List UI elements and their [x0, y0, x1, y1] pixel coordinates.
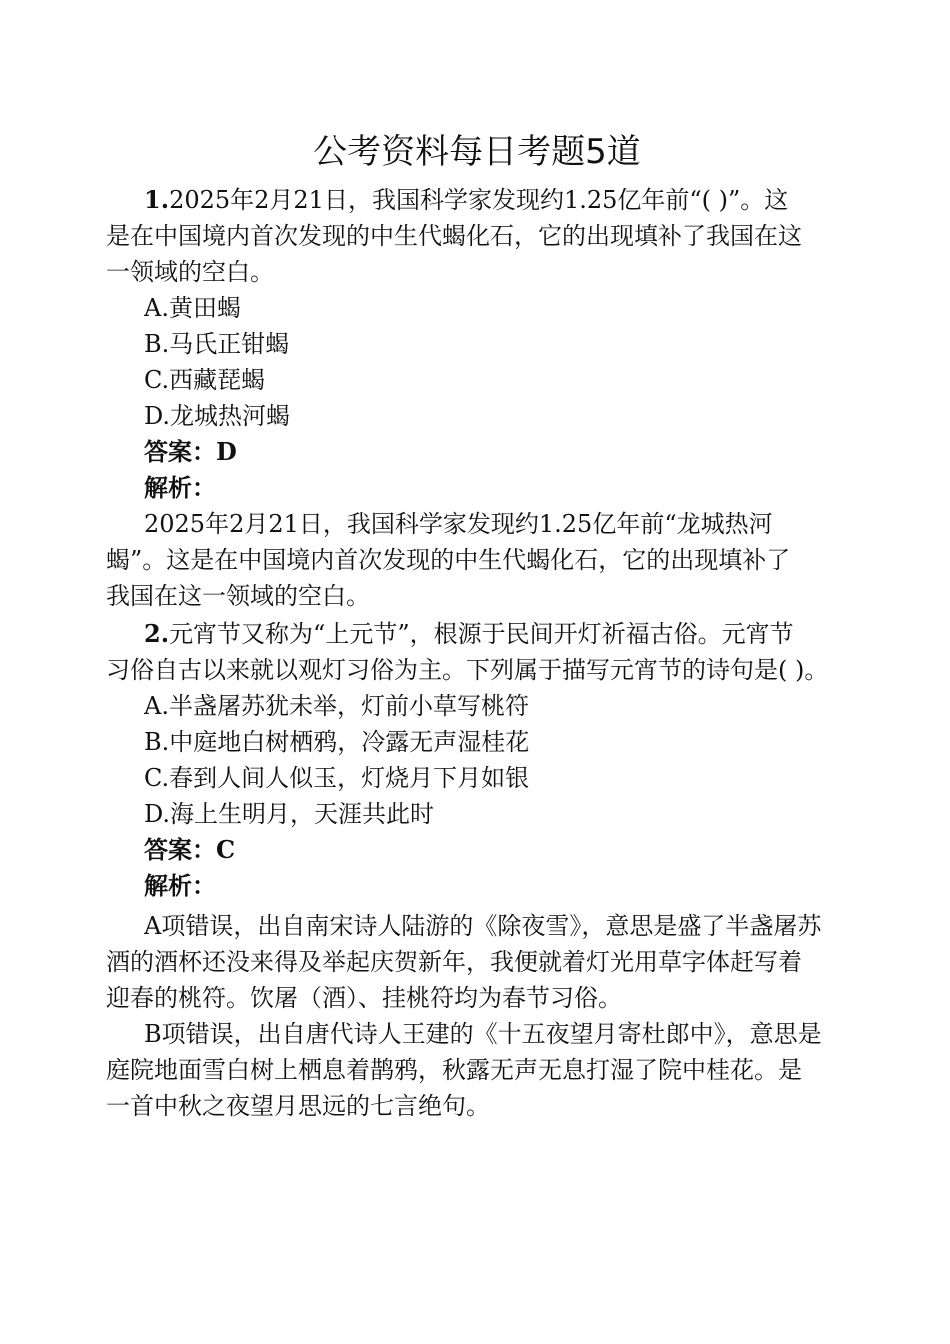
question-2-analysis-line-2: 酒的酒杯还没来得及举起庆贺新年，我便就着灯光用草字体赶写着	[106, 948, 802, 976]
question-1-number: 1.	[144, 185, 170, 214]
question-2-line-2: 习俗自古以来就以观灯习俗为主。下列属于描写元宵节的诗句是( )。	[106, 656, 829, 684]
page-title: 公考资料每日考题5道	[313, 132, 641, 172]
question-1-answer: 答案：D	[144, 437, 237, 466]
question-1-line-2: 是在中国境内首次发现的中生代蝎化石，它的出现填补了我国在这	[106, 222, 802, 250]
question-1-analysis-label: 解析：	[144, 473, 216, 502]
question-2-option-a: A.半盏屠苏犹未举，灯前小草写桃符	[144, 692, 529, 720]
question-2-number: 2.	[144, 619, 170, 648]
question-2-analysis-line-6: 一首中秋之夜望月思远的七言绝句。	[106, 1092, 490, 1120]
question-1-option-c: C.西藏琵蝎	[144, 366, 266, 394]
question-1-line-3: 一领域的空白。	[106, 258, 274, 286]
question-2-option-b: B.中庭地白树栖鸦，冷露无声湿桂花	[144, 728, 530, 756]
question-1-option-d: D.龙城热河蝎	[144, 402, 291, 430]
question-1-option-a: A.黄田蝎	[144, 294, 241, 322]
question-2-option-c: C.春到人间人似玉，灯烧月下月如银	[144, 764, 530, 792]
question-2-line-1: 2.元宵节又称为“上元节”，根源于民间开灯祈福古俗。元宵节	[144, 619, 794, 648]
question-2-analysis-line-3: 迎春的桃符。饮屠（酒）、挂桃符均为春节习俗。	[106, 984, 622, 1012]
question-2-answer: 答案：C	[144, 835, 236, 864]
question-2-analysis-label: 解析：	[144, 871, 216, 900]
question-2-analysis-line-5: 庭院地面雪白树上栖息着鹊鸦，秋露无声无息打湿了院中桂花。是	[106, 1056, 802, 1084]
question-2-option-d: D.海上生明月，天涯共此时	[144, 800, 435, 828]
question-1-analysis-line-2: 蝎”。这是在中国境内首次发现的中生代蝎化石，它的出现填补了	[106, 546, 791, 574]
question-1-analysis-line-1: 2025年2月21日，我国科学家发现约1.25亿年前“龙城热河	[144, 510, 773, 538]
question-1-line-1: 1.2025年2月21日，我国科学家发现约1.25亿年前“( )”。这	[144, 185, 789, 214]
question-1-analysis-line-3: 我国在这一领域的空白。	[106, 582, 370, 610]
question-2-analysis-line-1: A项错误，出自南宋诗人陆游的《除夜雪》，意思是盛了半盏屠苏	[144, 912, 822, 940]
question-1-option-b: B.马氏正钳蝎	[144, 330, 290, 358]
question-2-analysis-line-4: B项错误，出自唐代诗人王建的《十五夜望月寄杜郎中》，意思是	[144, 1020, 822, 1048]
